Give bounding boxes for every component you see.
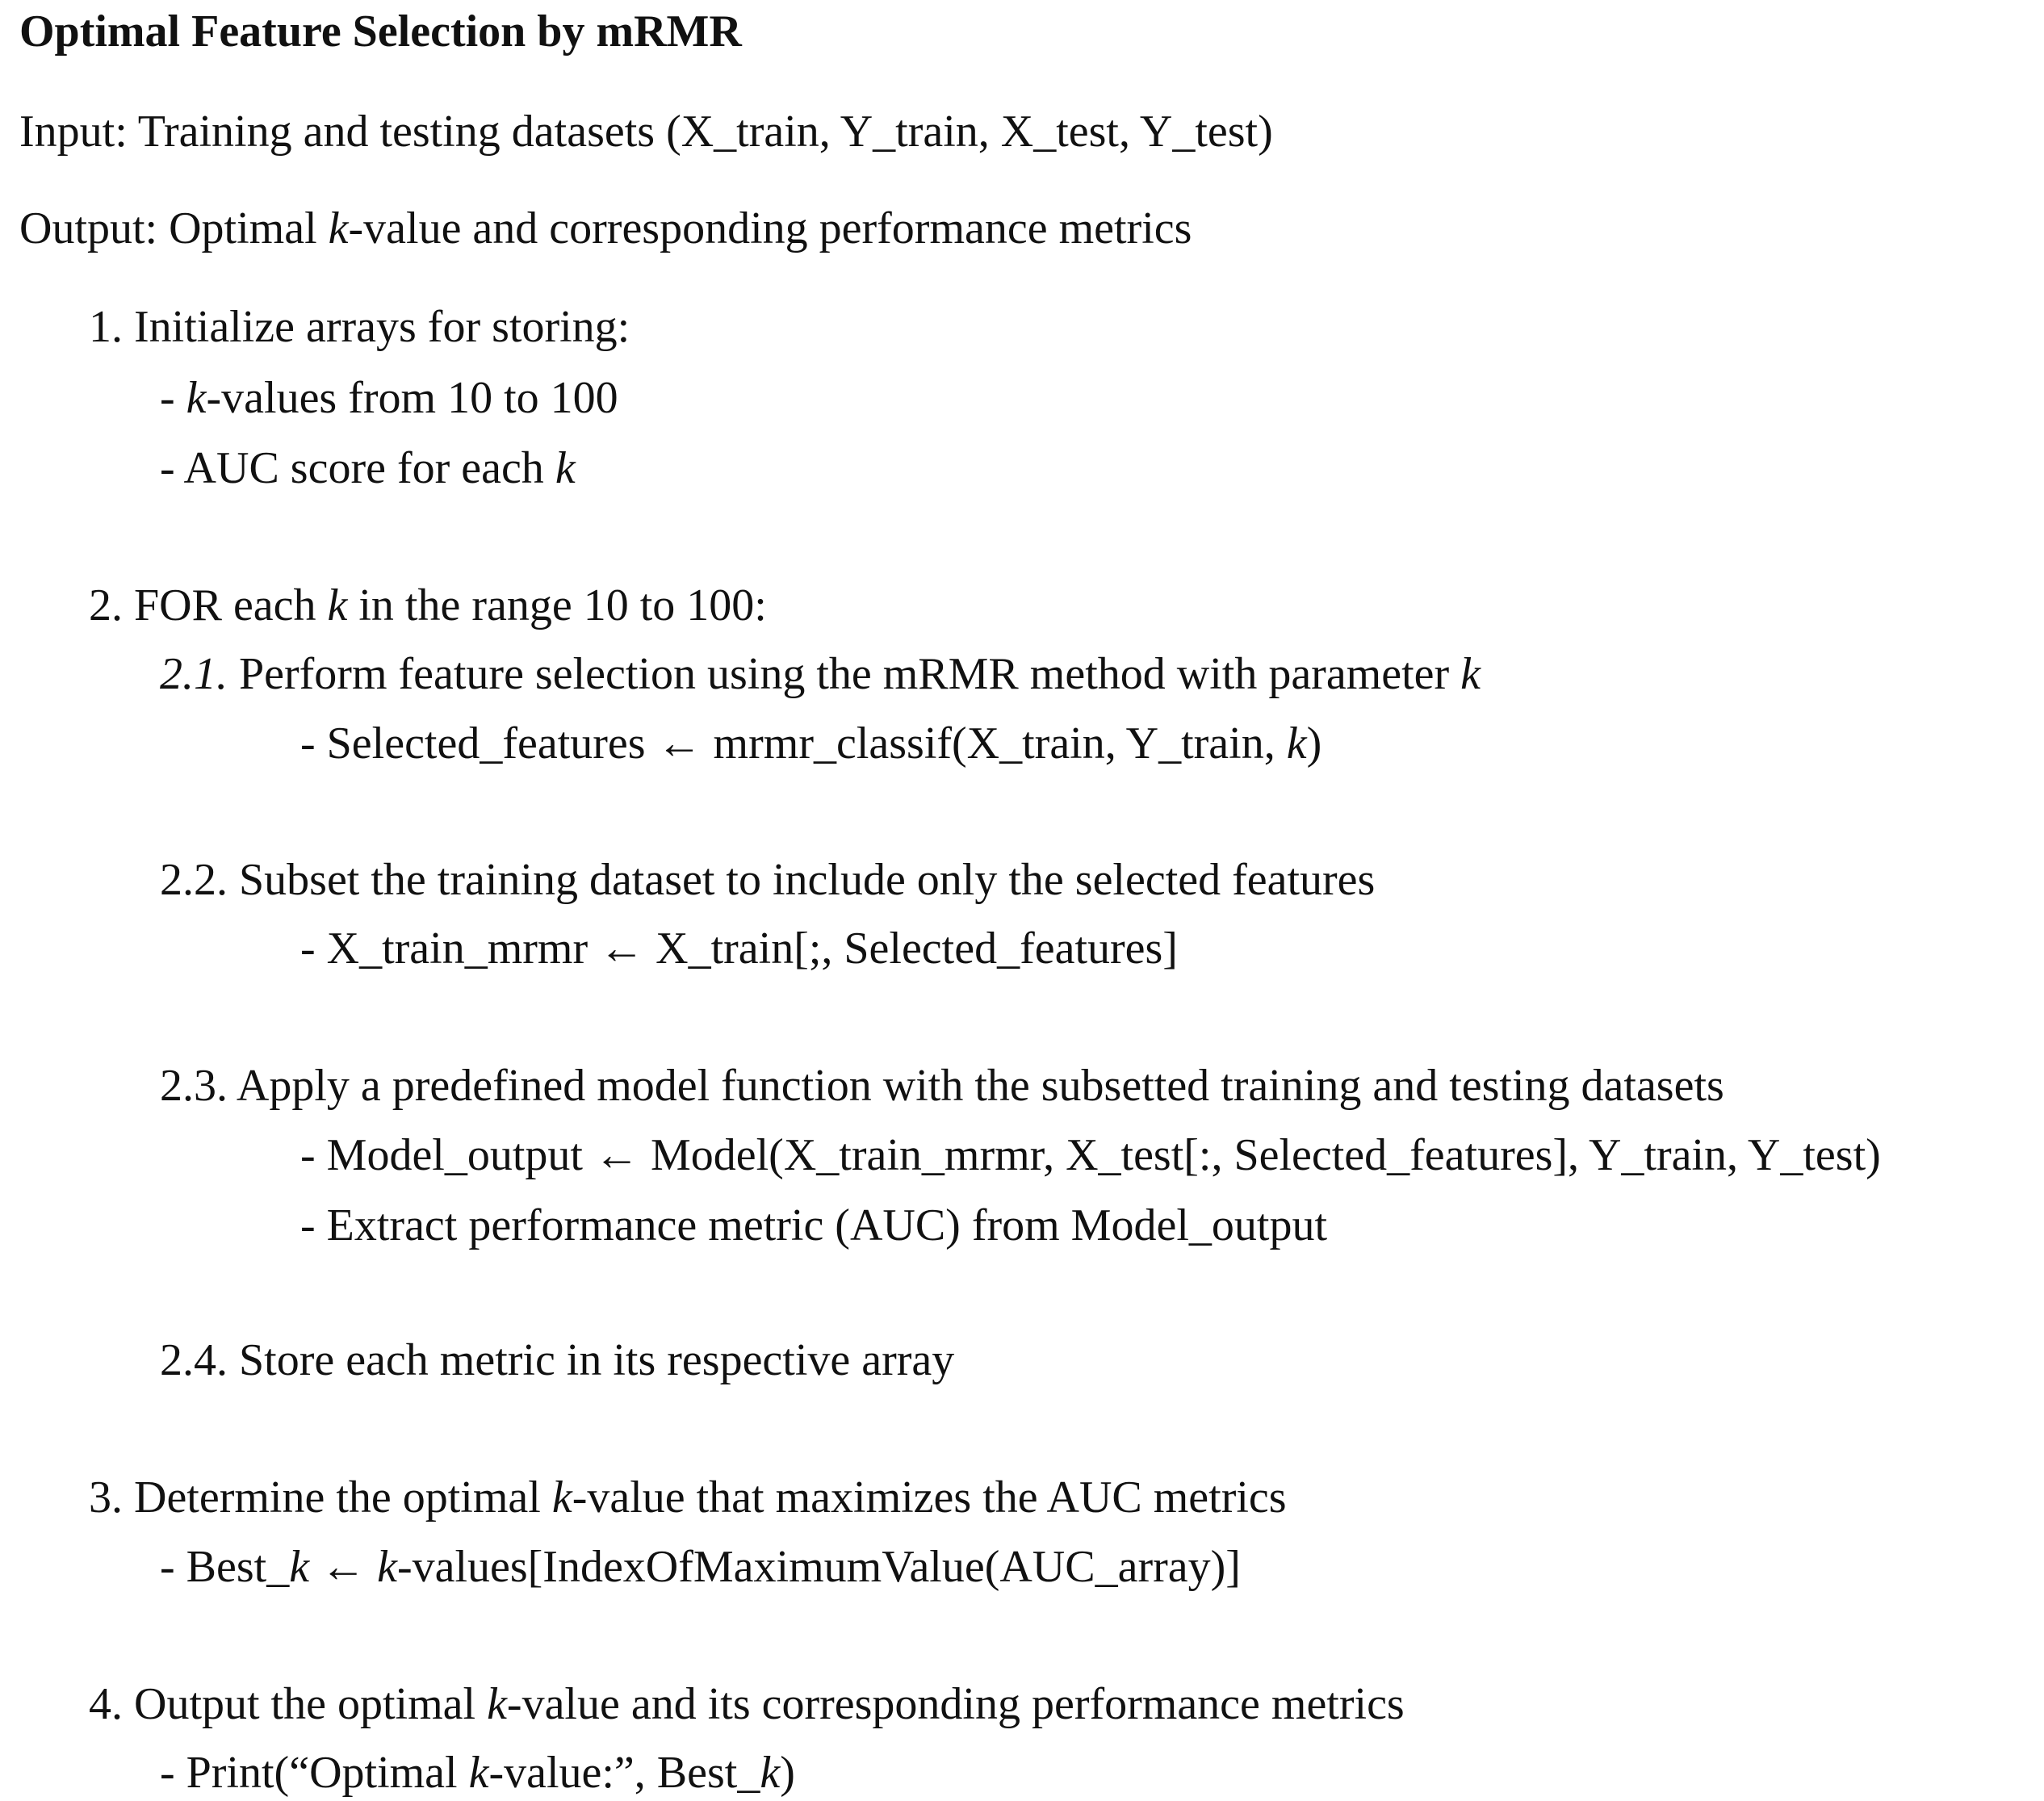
- text-segment: ): [780, 1748, 795, 1798]
- text-segment: - Model_output ← Model(X_train_mrmr, X_test[:, Selected_features], Y_train, Y_test): [300, 1130, 1881, 1180]
- step-2-3-model-output: [300, 1127, 1881, 1183]
- step-2-3: [160, 1058, 1724, 1114]
- step-2-2-subset: [300, 920, 1178, 977]
- text-segment: -value and corresponding performance metrics: [348, 203, 1192, 253]
- italic-segment: k: [555, 443, 576, 493]
- text-segment: - AUC score for each: [160, 443, 555, 493]
- output-line: [19, 200, 1192, 257]
- italic-segment: k: [289, 1542, 310, 1592]
- italic-segment: k: [1460, 649, 1481, 699]
- italic-segment: 2.1.: [160, 649, 228, 699]
- text-segment: - X_train_mrmr ← X_train[;, Selected_features]: [300, 924, 1178, 974]
- text-segment: 2.2. Subset the training dataset to include only the selected features: [160, 855, 1376, 905]
- italic-segment: k: [328, 203, 349, 253]
- text-segment: 4. Output the optimal: [89, 1679, 488, 1729]
- text-segment: - Print(“Optimal: [160, 1748, 469, 1798]
- algorithm-title: Optimal Feature Selection by mRMR: [19, 6, 742, 57]
- text-segment: in the range 10 to 100:: [347, 580, 767, 630]
- text-segment: 3. Determine the optimal: [89, 1472, 552, 1522]
- step-2-1-selected-features: [300, 715, 1321, 772]
- step-2: [89, 577, 767, 634]
- italic-segment: k: [487, 1679, 507, 1729]
- text-segment: - Extract performance metric (AUC) from Model_output: [300, 1200, 1328, 1250]
- italic-segment: k: [377, 1542, 397, 1592]
- step-1-kvalues: [160, 370, 618, 426]
- text-segment: 1. Initialize arrays for storing:: [89, 302, 630, 352]
- italic-segment: k: [186, 373, 207, 423]
- text-segment: - Best_: [160, 1542, 290, 1592]
- step-3: [89, 1469, 1287, 1526]
- step-4: [89, 1676, 1405, 1732]
- step-1-auc: [160, 440, 576, 496]
- step-2-3-extract-metric: [300, 1197, 1327, 1254]
- text-segment: -value:”, Best_: [488, 1748, 760, 1798]
- step-2-4: [160, 1332, 954, 1388]
- italic-segment: k: [468, 1748, 489, 1798]
- text-segment: 2. FOR each: [89, 580, 328, 630]
- text-segment: - Selected_features ← mrmr_classif(X_train, Y_train,: [300, 718, 1287, 769]
- text-segment: -value that maximizes the AUC metrics: [572, 1472, 1287, 1522]
- text-segment: ): [1306, 718, 1322, 769]
- step-2-2: [160, 852, 1375, 908]
- step-1: [89, 299, 630, 355]
- italic-segment: k: [1286, 718, 1307, 769]
- text-segment: Perform feature selection using the mRMR method with parameter: [228, 649, 1461, 699]
- text-segment: 2.3. Apply a predefined model function with the subsetted training and testing datasets: [160, 1061, 1724, 1111]
- step-2-1: [160, 646, 1481, 702]
- italic-segment: k: [760, 1748, 781, 1798]
- text-segment: -values from 10 to 100: [206, 373, 618, 423]
- text-segment: -values[IndexOfMaximumValue(AUC_array)]: [396, 1542, 1241, 1592]
- text-segment: -value and its corresponding performance metrics: [506, 1679, 1405, 1729]
- input-line: Input: Training and testing datasets (X_train, Y_train, X_test, Y_test): [19, 107, 1273, 157]
- step-4-print: [160, 1744, 795, 1801]
- italic-segment: k: [327, 580, 348, 630]
- text-segment: -: [160, 373, 186, 423]
- italic-segment: k: [551, 1472, 572, 1522]
- text-segment: Output: Optimal: [19, 203, 329, 253]
- text-segment: 2.4. Store each metric in its respective array: [160, 1335, 955, 1385]
- step-3-best-k: [160, 1539, 1241, 1595]
- text-segment: ←: [309, 1542, 378, 1592]
